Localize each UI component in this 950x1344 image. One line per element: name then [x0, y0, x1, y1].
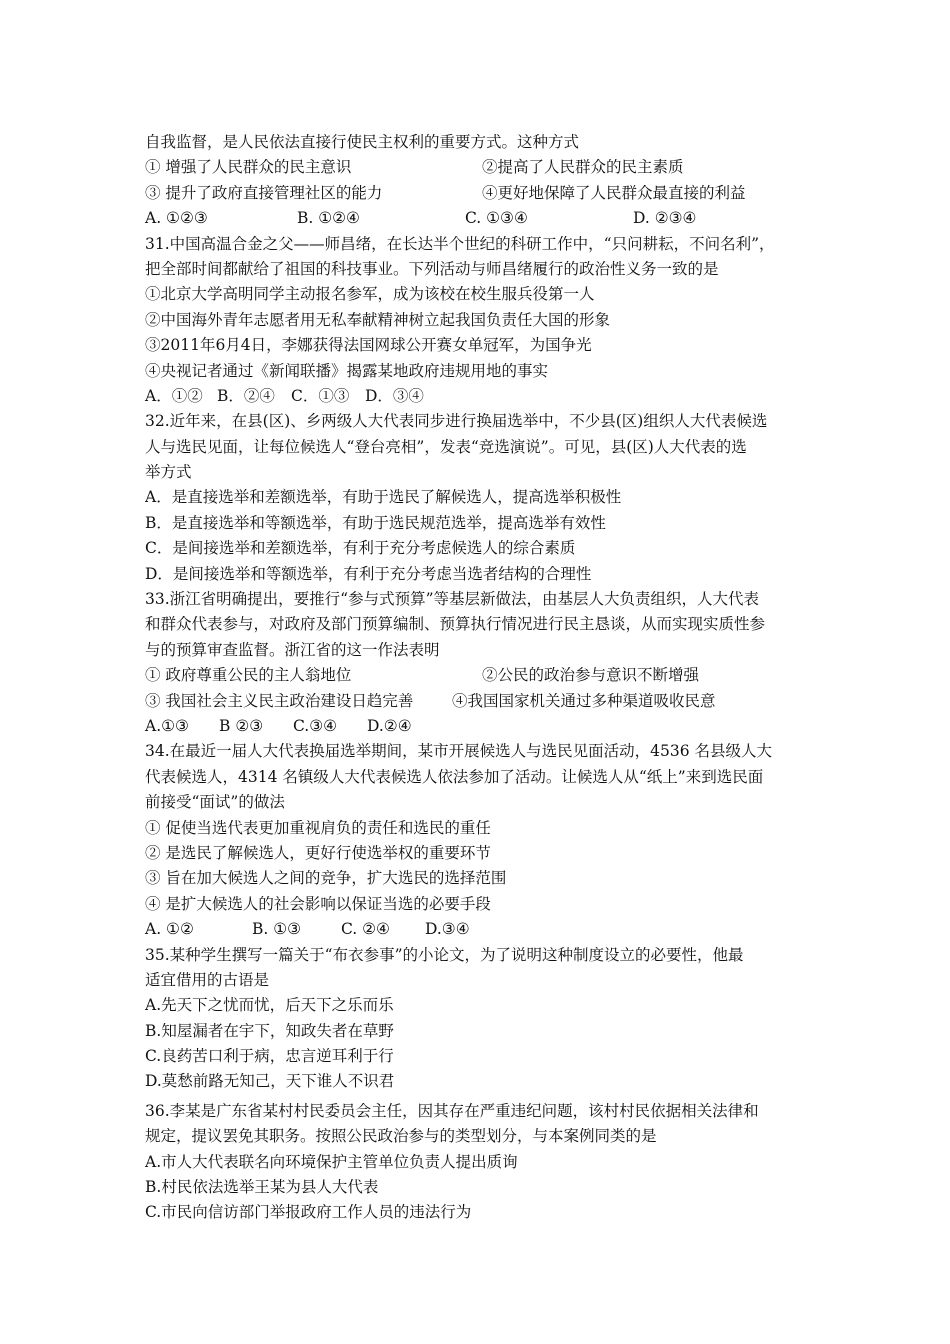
- q34-line-1: 34.在最近一届人大代表换届选举期间，某市开展候选人与选民见面活动，4536 名县级人大: [145, 742, 773, 761]
- q30-option-a: A. ①②③: [145, 209, 208, 228]
- q35-line-1: 35.某种学生撰写一篇关于“布衣参事”的小论文，为了说明这种制度设立的必要性，他最: [145, 945, 744, 964]
- q34-option-d: D.③④: [425, 920, 470, 939]
- q32-line-3: 举方式: [145, 463, 192, 482]
- q33-statements-row-2: [145, 689, 825, 714]
- q30-option-d: D. ②③④: [633, 209, 697, 228]
- q31-option-d: D．③④: [365, 386, 424, 405]
- q31-statement-3: ③2011年6月4日，李娜获得法国网球公开赛女单冠军，为国争光: [145, 336, 592, 355]
- q34-statement-4: ④ 是扩大候选人的社会影响以保证当选的必要手段: [145, 894, 491, 913]
- q30-statement-4: ④更好地保障了人民群众最直接的利益: [482, 183, 746, 202]
- q33-option-c: C.③④: [293, 716, 338, 735]
- q30-stem: 自我监督，是人民依法直接行使民主权利的重要方式。这种方式: [145, 133, 580, 151]
- q33-line-3: 与的预算审查监督。浙江省的这一作法表明: [145, 640, 440, 659]
- q32-option-b: B．是直接选举和等额选举，有助于选民规范选举，提高选举有效性: [145, 513, 606, 532]
- q34-line-3: 前接受“面试”的做法: [145, 793, 285, 812]
- q36-option-a: A.市人大代表联名向环境保护主管单位负责人提出质询: [145, 1152, 518, 1171]
- q34-option-b: B. ①③: [252, 920, 302, 939]
- q36-option-b: B.村民依法选举王某为县人大代表: [145, 1178, 379, 1197]
- q35-option-a: A.先天下之忧而忧，后天下之乐而乐: [145, 996, 394, 1015]
- q36-option-c: C.市民向信访部门举报政府工作人员的违法行为: [145, 1203, 472, 1222]
- q32-option-d: D．是间接选举和等额选举，有利于充分考虑当选者结构的合理性: [145, 564, 592, 583]
- exam-page: [145, 130, 825, 1226]
- q33-statement-1: ① 政府尊重公民的主人翁地位: [145, 666, 352, 685]
- q33-statement-3: ③ 我国社会主义民主政治建设日趋完善: [145, 691, 414, 710]
- q34-statement-3: ③ 旨在加大候选人之间的竞争，扩大选民的选择范围: [145, 869, 507, 888]
- q35-option-b: B.知屋漏者在宇下，知政失者在草野: [145, 1021, 394, 1040]
- q30-statement-3: ③ 提升了政府直接管理社区的能力: [145, 183, 383, 202]
- q31-statement-4: ④央视记者通过《新闻联播》揭露某地政府违规用地的事实: [145, 361, 549, 380]
- q31-option-b: B．②④: [217, 386, 275, 405]
- q31-options: [145, 384, 825, 409]
- q36-line-2: 规定，提议罢免其职务。按照公民政治参与的类型划分，与本案例同类的是: [145, 1127, 657, 1146]
- q31-line-2: 把全部时间都献给了祖国的科技事业。下列活动与师昌绪履行的政治性义务一致的是: [145, 259, 719, 278]
- q30-statements-row-1: [145, 155, 825, 180]
- q33-statement-2: ②公民的政治参与意识不断增强: [482, 666, 700, 685]
- q33-option-a: A.①③: [145, 716, 189, 735]
- q34-options: [145, 917, 825, 942]
- q31-statement-1: ①北京大学高明同学主动报名参军，成为该校在校生服兵役第一人: [145, 285, 595, 304]
- q33-line-1: 33.浙江省明确提出，要推行“参与式预算”等基层新做法，由基层人大负责组织，人大代表: [145, 590, 760, 609]
- q33-options: [145, 714, 825, 739]
- q31-option-c: C．①③: [291, 386, 350, 405]
- q31-line-1: 31.中国高温合金之父——师昌绪，在长达半个世纪的科研工作中，“只问耕耘，不问名利”，: [145, 234, 775, 253]
- q30-statement-1: ① 增强了人民群众的民主意识: [145, 158, 352, 177]
- q30-statements-row-2: [145, 181, 825, 206]
- q30-options: [145, 206, 825, 231]
- q35-line-2: 适宜借用的古语是: [145, 970, 270, 989]
- q33-statement-4: ④我国国家机关通过多种渠道吸收民意: [452, 691, 716, 710]
- q32-option-a: A．是直接选举和差额选举，有助于选民了解候选人，提高选举积极性: [145, 488, 622, 507]
- q32-line-2: 人与选民见面，让每位候选人“登台亮相”，发表“竞选演说”。可见，县(区)人大代表的选: [145, 437, 747, 456]
- q35-option-c: C.良药苦口利于病，忠言逆耳利于行: [145, 1047, 394, 1066]
- q34-option-c: C. ②④: [341, 920, 390, 939]
- q32-option-c: C．是间接选举和差额选举，有利于充分考虑候选人的综合素质: [145, 539, 576, 558]
- q34-option-a: A. ①②: [145, 920, 194, 939]
- q33-line-2: 和群众代表参与，对政府及部门预算编制、预算执行情况进行民主恳谈，从而实现实质性参: [145, 615, 766, 634]
- q33-option-d: D.②④: [367, 716, 412, 735]
- q30-option-c: C. ①③④: [465, 209, 528, 228]
- q30-statement-2: ②提高了人民群众的民主素质: [482, 158, 684, 177]
- q33-statements-row-1: [145, 663, 825, 688]
- q31-statement-2: ②中国海外青年志愿者用无私奉献精神树立起我国负责任大国的形象: [145, 310, 611, 329]
- q33-option-b: B ②③: [219, 716, 264, 735]
- q30-option-b: B. ①②④: [297, 209, 360, 228]
- q34-line-2: 代表候选人，4314 名镇级人大代表候选人依法参加了活动。让候选人从“纸上”来到选民面: [145, 767, 764, 786]
- q31-option-a: A．①②: [145, 386, 203, 405]
- q34-statement-2: ② 是选民了解候选人，更好行使选举权的重要环节: [145, 843, 491, 862]
- q35-option-d: D.莫愁前路无知己，天下谁人不识君: [145, 1072, 395, 1091]
- q36-line-1: 36.李某是广东省某村村民委员会主任，因其存在严重违纪问题，该村村民依据相关法律和: [145, 1101, 759, 1120]
- q34-statement-1: ① 促使当选代表更加重视肩负的责任和选民的重任: [145, 818, 491, 837]
- q32-line-1: 32.近年来，在县(区)、乡两级人大代表同步进行换届选举中，不少县(区)组织人大代表候选: [145, 412, 768, 431]
